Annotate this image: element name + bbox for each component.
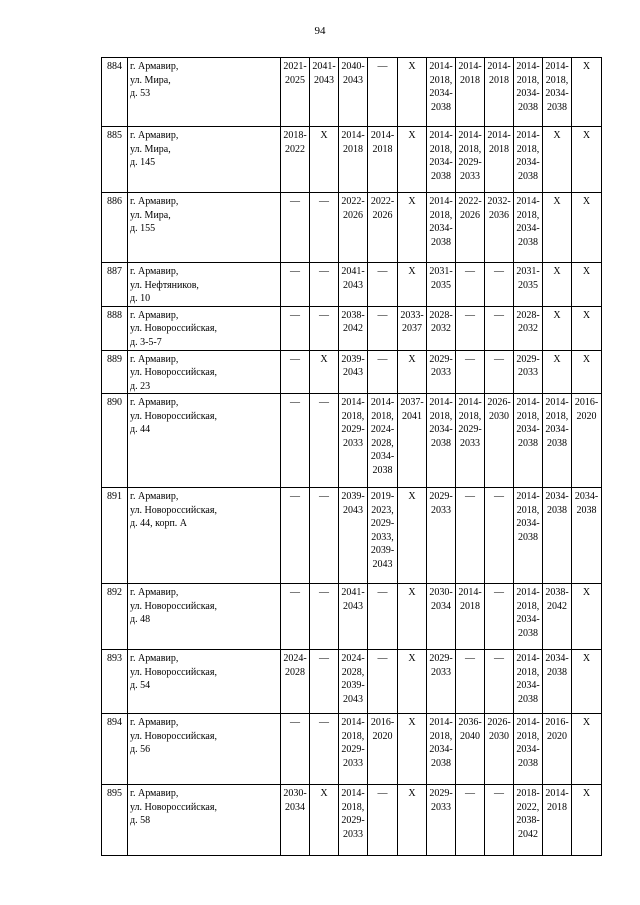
period-cell: 2014- 2018	[485, 58, 514, 127]
period-cell: 2041- 2043	[310, 58, 339, 127]
address-cell: г. Армавир, ул. Мира, д. 53	[128, 58, 281, 127]
period-cell: 2014- 2018, 2034- 2038	[514, 714, 543, 785]
period-cell: —	[456, 785, 485, 856]
table-row	[102, 394, 602, 488]
period-cell: —	[368, 306, 398, 350]
period-cell: 2014- 2018, 2029- 2033	[339, 394, 368, 488]
period-cell: 2029- 2033	[427, 350, 456, 394]
period-cell: 2016- 2020	[368, 714, 398, 785]
period-cell: 2014- 2018, 2034- 2038	[427, 193, 456, 263]
period-cell: 2034- 2038	[572, 488, 602, 584]
period-cell: 2014- 2018, 2029- 2033	[456, 394, 485, 488]
period-cell: X	[543, 193, 572, 263]
period-cell: —	[456, 306, 485, 350]
period-cell: 2031- 2035	[514, 263, 543, 307]
period-cell: X	[572, 263, 602, 307]
period-cell: X	[572, 58, 602, 127]
row-number: 890	[102, 394, 128, 488]
table-row	[102, 488, 602, 584]
period-cell: 2014- 2018	[485, 127, 514, 193]
period-cell: 2014- 2018, 2034- 2038	[514, 584, 543, 650]
period-cell: 2026- 2030	[485, 394, 514, 488]
period-cell: 2019- 2023, 2029- 2033, 2039- 2043	[368, 488, 398, 584]
period-cell: 2014- 2018	[368, 127, 398, 193]
address-cell: г. Армавир, ул. Новороссийская, д. 54	[128, 650, 281, 714]
period-cell: 2038- 2042	[543, 584, 572, 650]
period-cell: 2014- 2018, 2034- 2038	[514, 650, 543, 714]
row-number: 888	[102, 306, 128, 350]
period-cell: 2014- 2018, 2034- 2038	[514, 58, 543, 127]
row-number: 886	[102, 193, 128, 263]
period-cell: —	[281, 306, 310, 350]
table-row	[102, 714, 602, 785]
period-cell: —	[281, 350, 310, 394]
table-row	[102, 350, 602, 394]
period-cell: 2014- 2018, 2029- 2033	[456, 127, 485, 193]
period-cell: X	[572, 650, 602, 714]
period-cell: X	[572, 714, 602, 785]
period-cell: 2014- 2018, 2024- 2028, 2034- 2038	[368, 394, 398, 488]
address-cell: г. Армавир, ул. Новороссийская, д. 58	[128, 785, 281, 856]
period-cell: 2041- 2043	[339, 584, 368, 650]
period-cell: —	[368, 350, 398, 394]
registry-table	[101, 57, 602, 856]
period-cell: —	[485, 350, 514, 394]
address-cell: г. Армавир, ул. Новороссийская, д. 44, корп. А	[128, 488, 281, 584]
address-cell: г. Армавир, ул. Новороссийская, д. 23	[128, 350, 281, 394]
period-cell: X	[398, 584, 427, 650]
period-cell: —	[368, 263, 398, 307]
period-cell: —	[310, 394, 339, 488]
period-cell: 2014- 2018	[543, 785, 572, 856]
row-number: 895	[102, 785, 128, 856]
period-cell: —	[485, 785, 514, 856]
period-cell: 2014- 2018, 2034- 2038	[514, 394, 543, 488]
row-number: 884	[102, 58, 128, 127]
period-cell: —	[456, 350, 485, 394]
period-cell: —	[485, 584, 514, 650]
page-number: 94	[314, 25, 326, 37]
row-number: 887	[102, 263, 128, 307]
period-cell: —	[485, 306, 514, 350]
period-cell: 2028- 2032	[514, 306, 543, 350]
address-cell: г. Армавир, ул. Новороссийская, д. 48	[128, 584, 281, 650]
period-cell: —	[281, 193, 310, 263]
row-number: 889	[102, 350, 128, 394]
period-cell: —	[368, 584, 398, 650]
period-cell: 2034- 2038	[543, 650, 572, 714]
table-row	[102, 263, 602, 307]
period-cell: —	[310, 306, 339, 350]
period-cell: 2014- 2018, 2034- 2038	[427, 127, 456, 193]
period-cell: 2029- 2033	[427, 785, 456, 856]
period-cell: 2022- 2026	[339, 193, 368, 263]
period-cell: 2036- 2040	[456, 714, 485, 785]
period-cell: —	[368, 785, 398, 856]
period-cell: X	[543, 350, 572, 394]
period-cell: X	[398, 714, 427, 785]
period-cell: 2021- 2025	[281, 58, 310, 127]
period-cell: 2029- 2033	[514, 350, 543, 394]
period-cell: 2024- 2028	[281, 650, 310, 714]
period-cell: 2022- 2026	[456, 193, 485, 263]
period-cell: X	[398, 58, 427, 127]
period-cell: 2014- 2018, 2034- 2038	[427, 58, 456, 127]
period-cell: 2018- 2022, 2038- 2042	[514, 785, 543, 856]
period-cell: X	[398, 127, 427, 193]
period-cell: X	[572, 584, 602, 650]
period-cell: 2014- 2018	[456, 58, 485, 127]
period-cell: X	[310, 127, 339, 193]
period-cell: 2038- 2042	[339, 306, 368, 350]
period-cell: 2032- 2036	[485, 193, 514, 263]
period-cell: X	[310, 350, 339, 394]
table-row	[102, 58, 602, 127]
period-cell: 2030- 2034	[427, 584, 456, 650]
period-cell: 2016- 2020	[572, 394, 602, 488]
period-cell: 2024- 2028, 2039- 2043	[339, 650, 368, 714]
period-cell: 2014- 2018, 2029- 2033	[339, 714, 368, 785]
period-cell: —	[485, 263, 514, 307]
period-cell: 2028- 2032	[427, 306, 456, 350]
period-cell: 2014- 2018, 2034- 2038	[543, 394, 572, 488]
row-number: 891	[102, 488, 128, 584]
period-cell: 2016- 2020	[543, 714, 572, 785]
period-cell: 2041- 2043	[339, 263, 368, 307]
period-cell: X	[543, 127, 572, 193]
period-cell: 2014- 2018, 2034- 2038	[427, 714, 456, 785]
period-cell: 2030- 2034	[281, 785, 310, 856]
address-cell: г. Армавир, ул. Мира, д. 145	[128, 127, 281, 193]
period-cell: 2031- 2035	[427, 263, 456, 307]
period-cell: —	[310, 488, 339, 584]
period-cell: X	[572, 785, 602, 856]
period-cell: —	[485, 488, 514, 584]
period-cell: —	[368, 58, 398, 127]
period-cell: —	[281, 488, 310, 584]
table-row	[102, 193, 602, 263]
period-cell: X	[398, 785, 427, 856]
period-cell: 2034- 2038	[543, 488, 572, 584]
period-cell: —	[456, 263, 485, 307]
period-cell: X	[572, 193, 602, 263]
row-number: 892	[102, 584, 128, 650]
table-row	[102, 785, 602, 856]
table-row	[102, 306, 602, 350]
address-cell: г. Армавир, ул. Новороссийская, д. 44	[128, 394, 281, 488]
period-cell: 2026- 2030	[485, 714, 514, 785]
row-number: 894	[102, 714, 128, 785]
period-cell: 2014- 2018, 2034- 2038	[427, 394, 456, 488]
period-cell: —	[310, 714, 339, 785]
period-cell: —	[310, 193, 339, 263]
period-cell: 2029- 2033	[427, 488, 456, 584]
period-cell: X	[310, 785, 339, 856]
period-cell: X	[572, 306, 602, 350]
period-cell: 2029- 2033	[427, 650, 456, 714]
table-row	[102, 650, 602, 714]
period-cell: —	[281, 584, 310, 650]
period-cell: X	[398, 350, 427, 394]
period-cell: 2033- 2037	[398, 306, 427, 350]
period-cell: 2022- 2026	[368, 193, 398, 263]
period-cell: X	[543, 263, 572, 307]
period-cell: 2014- 2018	[339, 127, 368, 193]
period-cell: 2018- 2022	[281, 127, 310, 193]
period-cell: X	[398, 263, 427, 307]
period-cell: 2014- 2018, 2034- 2038	[514, 127, 543, 193]
period-cell: X	[572, 127, 602, 193]
period-cell: —	[368, 650, 398, 714]
period-cell: X	[543, 306, 572, 350]
period-cell: 2039- 2043	[339, 488, 368, 584]
table-row	[102, 127, 602, 193]
row-number: 885	[102, 127, 128, 193]
period-cell: 2040- 2043	[339, 58, 368, 127]
address-cell: г. Армавир, ул. Новороссийская, д. 3-5-7	[128, 306, 281, 350]
period-cell: X	[572, 350, 602, 394]
period-cell: 2014- 2018, 2034- 2038	[514, 488, 543, 584]
period-cell: 2039- 2043	[339, 350, 368, 394]
address-cell: г. Армавир, ул. Новороссийская, д. 56	[128, 714, 281, 785]
period-cell: —	[456, 488, 485, 584]
row-number: 893	[102, 650, 128, 714]
period-cell: —	[310, 263, 339, 307]
period-cell: 2014- 2018, 2034- 2038	[543, 58, 572, 127]
period-cell: 2014- 2018, 2034- 2038	[514, 193, 543, 263]
period-cell: 2037- 2041	[398, 394, 427, 488]
period-cell: X	[398, 193, 427, 263]
table-row	[102, 584, 602, 650]
period-cell: —	[485, 650, 514, 714]
period-cell: —	[281, 714, 310, 785]
period-cell: X	[398, 650, 427, 714]
period-cell: —	[456, 650, 485, 714]
period-cell: —	[310, 584, 339, 650]
period-cell: —	[310, 650, 339, 714]
period-cell: 2014- 2018	[456, 584, 485, 650]
period-cell: 2014- 2018, 2029- 2033	[339, 785, 368, 856]
period-cell: X	[398, 488, 427, 584]
period-cell: —	[281, 394, 310, 488]
address-cell: г. Армавир, ул. Мира, д. 155	[128, 193, 281, 263]
address-cell: г. Армавир, ул. Нефтяников, д. 10	[128, 263, 281, 307]
period-cell: —	[281, 263, 310, 307]
